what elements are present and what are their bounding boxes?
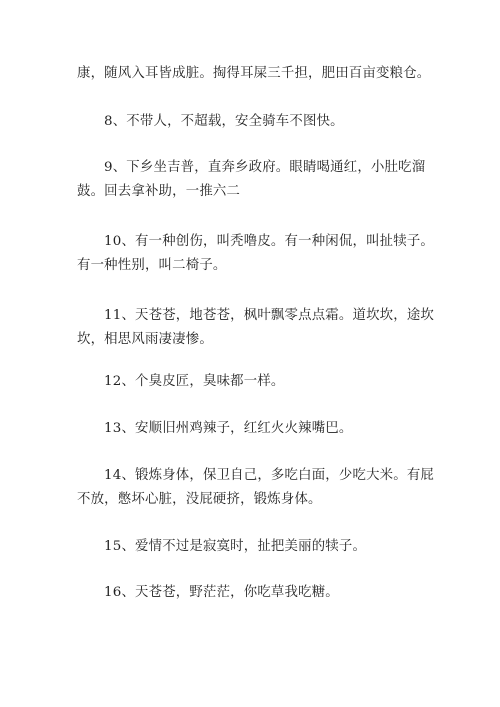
paragraph-line: 坎，相思风雨凄凄惨。: [77, 332, 213, 347]
paragraph-line: 15、爱情不过是寂寞时，扯把美丽的犊子。: [104, 539, 367, 554]
paragraph-line: 有一种性别，叫二椅子。: [77, 258, 227, 273]
paragraph-line: 13、安顺旧州鸡辣子，红红火火辣嘴巴。: [104, 421, 353, 436]
paragraph-item-14: [77, 464, 437, 512]
paragraph-line: 10、有一种创伤，叫秃噜皮。有一种闲侃，叫扯犊子。: [104, 234, 435, 249]
paragraph-item-8: [77, 110, 437, 134]
paragraph-continuation: [77, 62, 437, 86]
paragraph-item-11: [77, 304, 437, 352]
paragraph-line: 16、天苍苍，野茫茫，你吃草我吃糖。: [104, 585, 339, 600]
paragraph-line: 11、天苍苍，地苍苍，枫叶飘零点点霜。道坎坎，途坎: [104, 308, 435, 323]
paragraph-item-16: [77, 581, 437, 605]
paragraph-line: 鼓。回去拿补助，一推六二: [77, 184, 241, 199]
paragraph-line: 14、锻炼身体，保卫自己，多吃白面，少吃大米。有屁: [104, 468, 435, 483]
paragraph-item-12: [77, 370, 437, 394]
paragraph-item-13: [77, 417, 437, 441]
paragraph-item-9: [77, 156, 437, 204]
paragraph-item-15: [77, 535, 437, 559]
paragraph-line: 8、不带人，不超载，安全骑车不图快。: [104, 114, 344, 129]
paragraph-item-10: [77, 230, 437, 278]
paragraph-line: 康，随风入耳皆成脏。掏得耳屎三千担，肥田百亩变粮仓。: [77, 66, 431, 81]
paragraph-line: 不放，憋坏心脏，没屁硬挤，锻炼身体。: [77, 492, 322, 507]
paragraph-line: 12、个臭皮匠，臭味都一样。: [104, 374, 285, 389]
paragraph-line: 9、下乡坐吉普，直奔乡政府。眼睛喝通红，小肚吃溜: [104, 160, 426, 175]
